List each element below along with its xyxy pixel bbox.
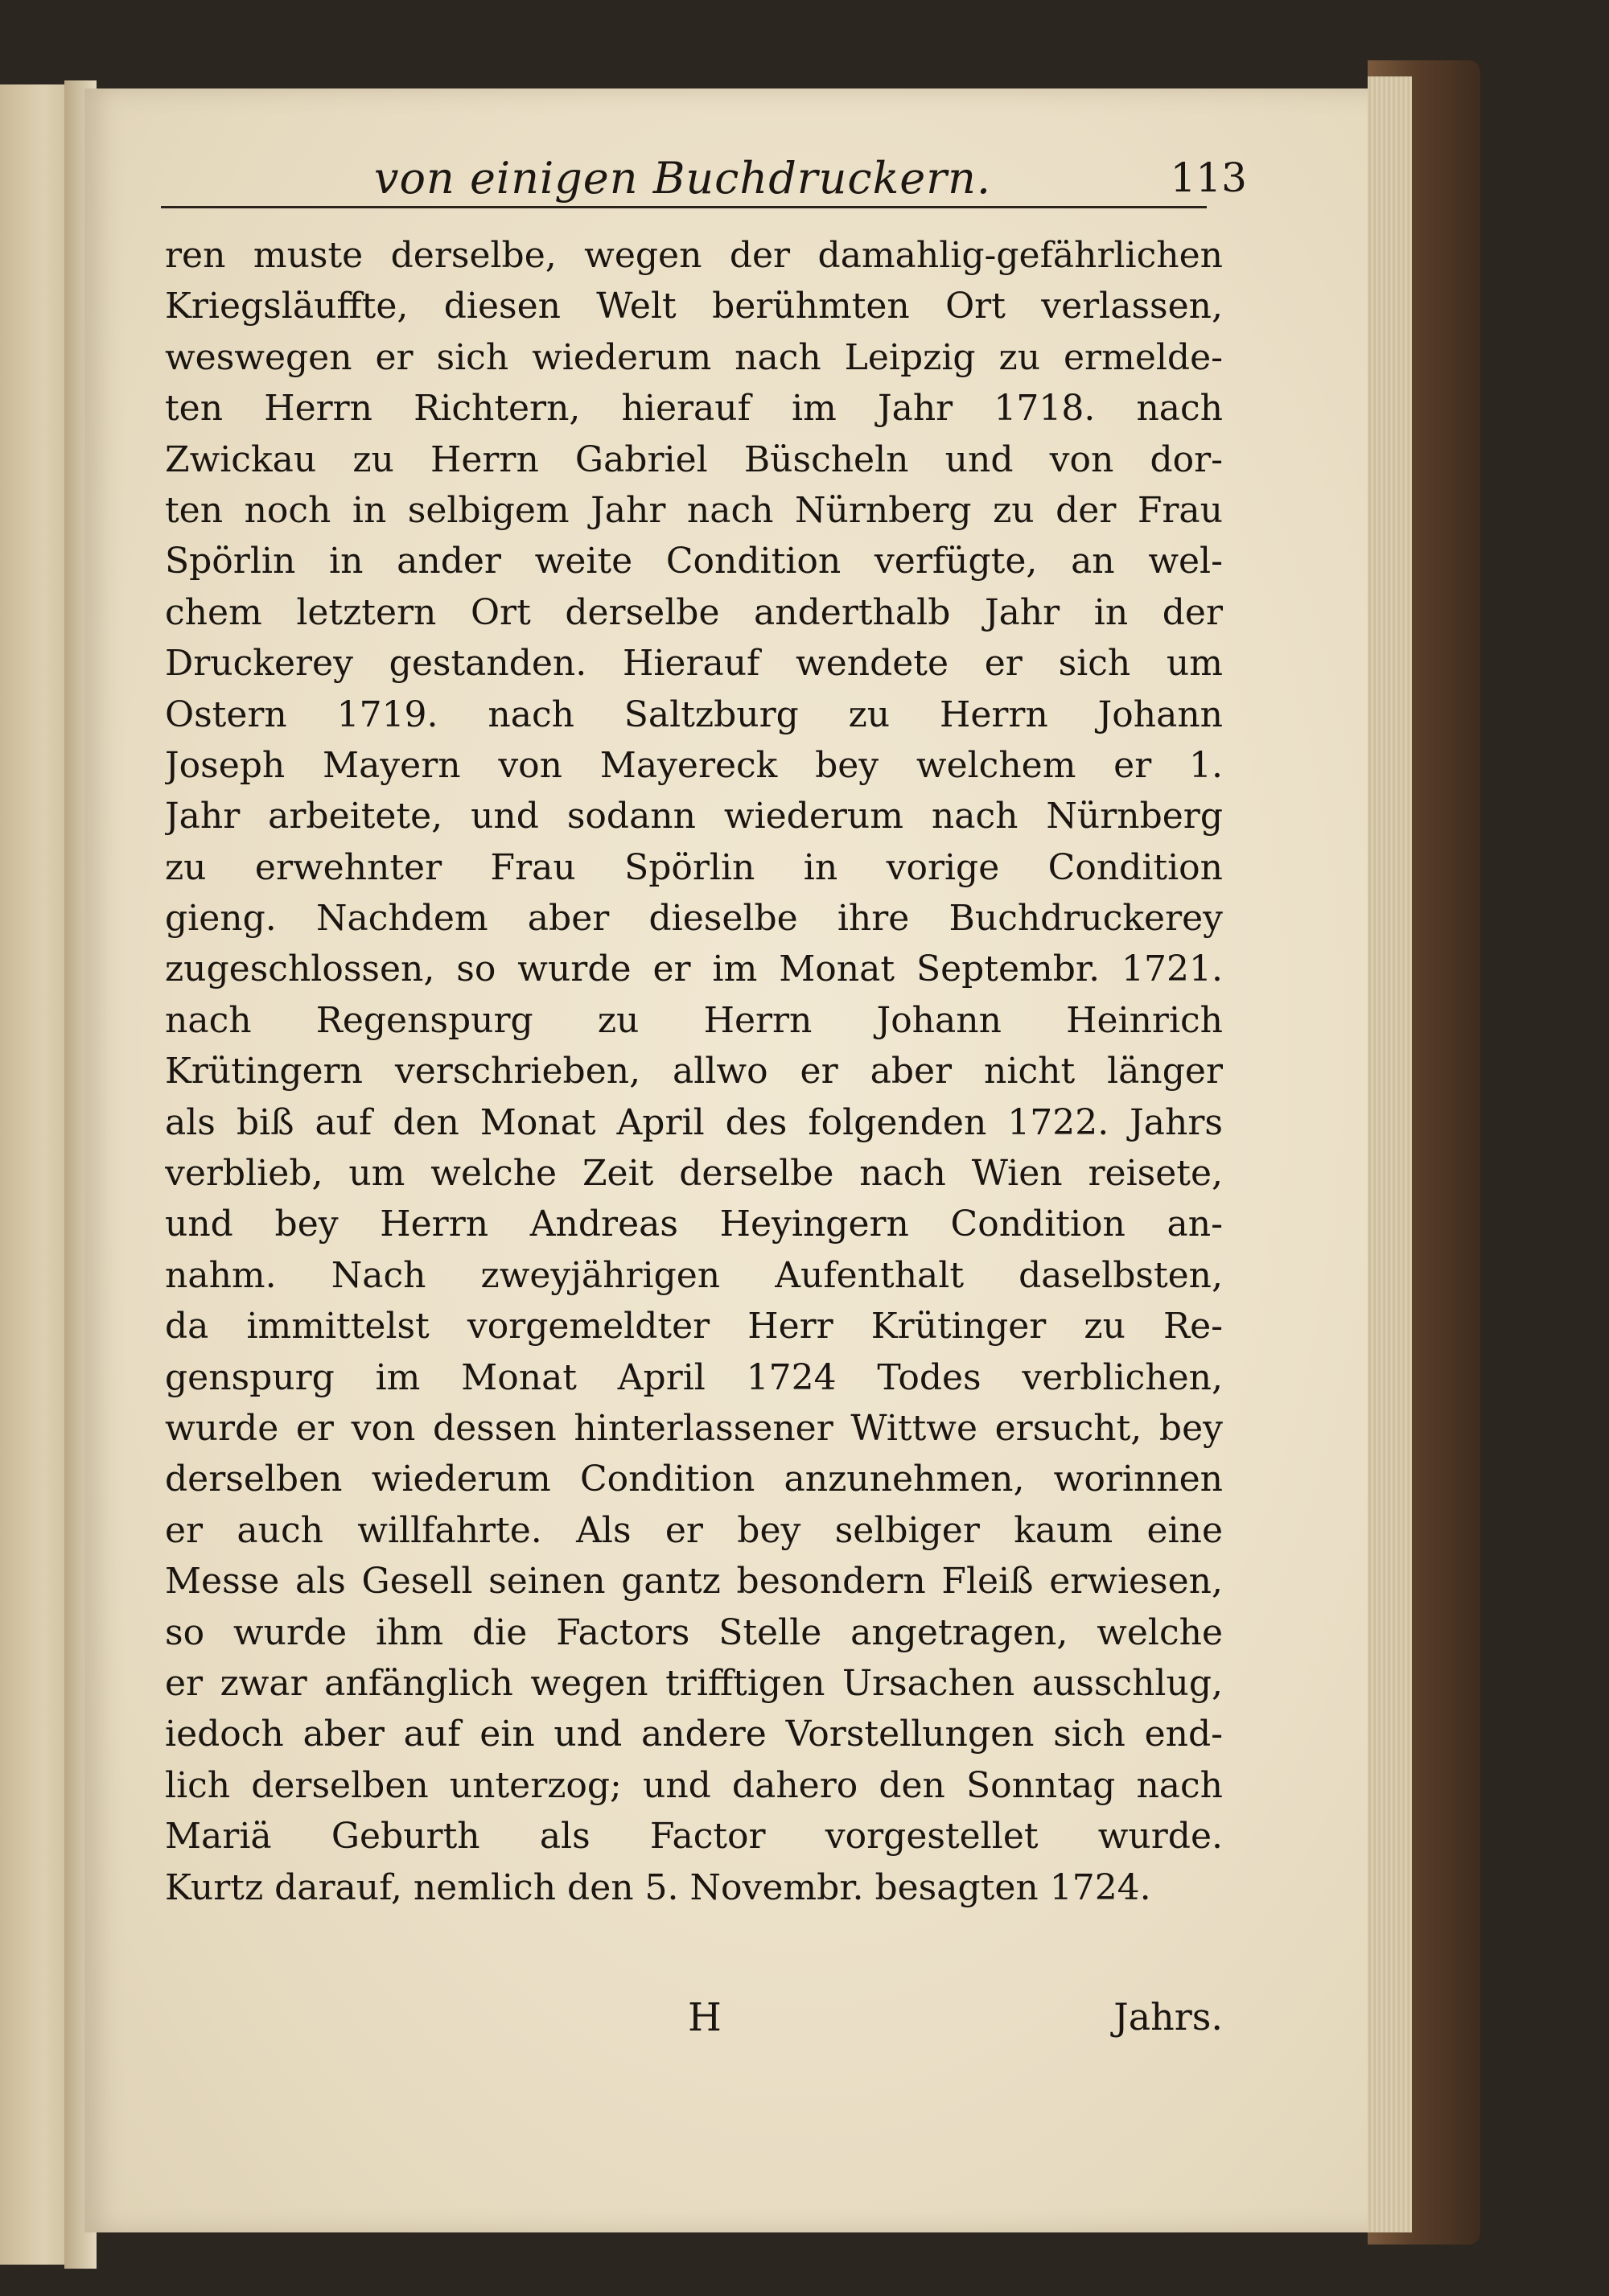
text-line: er zwar anfänglich wegen trifftigen Ursachen ausschlug, xyxy=(165,1662,1223,1704)
text-line: lich derselben unterzog; und dahero den Sonntag nach xyxy=(165,1764,1223,1806)
text-line: so wurde ihm die Factors Stelle angetragen, welche xyxy=(165,1611,1223,1653)
text-line: er auch willfahrte. Als er bey selbiger kaum eine xyxy=(165,1509,1223,1551)
text-line: genspurg im Monat April 1724 Todes verblichen, xyxy=(165,1356,1223,1398)
text-line: iedoch aber auf ein und andere Vorstellungen sich end- xyxy=(165,1714,1223,1755)
signature-mark: H xyxy=(688,1995,722,2040)
text-line: nahm. Nach zweyjährigen Aufenthalt daselbsten, xyxy=(165,1254,1223,1296)
text-line: zu erwehnter Frau Spörlin in vorige Condition xyxy=(165,846,1223,888)
text-line: Messe als Gesell seinen gantz besondern Fleiß erwiesen, xyxy=(165,1561,1223,1603)
text-line: Krütingern verschrieben, allwo er aber nicht länger xyxy=(165,1051,1223,1092)
body-text xyxy=(165,230,1223,1913)
text-line: Kriegsläuffte, diesen Welt berühmten Ort verlassen, xyxy=(165,286,1223,327)
text-line: Joseph Mayern von Mayereck bey welchem er 1. xyxy=(165,744,1223,786)
text-line: Ostern 1719. nach Saltzburg zu Herrn Johann xyxy=(165,693,1223,735)
text-line: Jahr arbeitete, und sodann wiederum nach Nürnberg xyxy=(165,796,1223,837)
header-rule xyxy=(161,206,1207,208)
page-footer xyxy=(165,1995,1223,2051)
text-line: Zwickau zu Herrn Gabriel Büscheln und von dor- xyxy=(165,438,1223,480)
text-line: verblieb, um welche Zeit derselbe nach Wien reisete, xyxy=(165,1153,1223,1195)
text-line: ten Herrn Richtern, hierauf im Jahr 1718. nach xyxy=(165,388,1223,430)
text-line: chem letztern Ort derselbe anderthalb Jahr in der xyxy=(165,591,1223,633)
text-line: Spörlin in ander weite Condition verfügte, an wel- xyxy=(165,541,1223,582)
previous-page-edge xyxy=(0,84,72,2265)
page-header xyxy=(274,153,1247,209)
text-line: Mariä Geburth als Factor vorgestellet wurde. xyxy=(165,1816,1223,1858)
text-line: nach Regenspurg zu Herrn Johann Heinrich xyxy=(165,999,1223,1041)
text-line: als biß auf den Monat April des folgenden 1722. Jahrs xyxy=(165,1101,1223,1143)
text-line: ren muste derselbe, wegen der damahlig-gefährlichen xyxy=(165,235,1223,276)
text-line: Druckerey gestanden. Hierauf wendete er sich um xyxy=(165,643,1223,685)
text-line: da immittelst vorgemeldter Herr Krütinger zu Re- xyxy=(165,1306,1223,1348)
text-line: gieng. Nachdem aber dieselbe ihre Buchdruckerey xyxy=(165,898,1223,940)
page-stack-edge xyxy=(1368,76,1412,2232)
text-line: ten noch in selbigem Jahr nach Nürnberg zu der Frau xyxy=(165,489,1223,531)
running-head: von einigen Buchdruckern. xyxy=(374,153,992,204)
text-line: zugeschlossen, so wurde er im Monat Septembr. 1721. xyxy=(165,948,1223,990)
page-number: 113 xyxy=(1170,154,1247,201)
text-line: und bey Herrn Andreas Heyingern Condition an- xyxy=(165,1204,1223,1245)
catchword: Jahrs. xyxy=(1113,1995,1223,2039)
text-line: wurde er von dessen hinterlassener Wittwe ersucht, bey xyxy=(165,1407,1223,1449)
text-line: derselben wiederum Condition anzunehmen, worinnen xyxy=(165,1459,1223,1500)
text-line: Kurtz darauf, nemlich den 5. Novembr. besagten 1724. xyxy=(165,1866,1151,1908)
text-line: weswegen er sich wiederum nach Leipzig zu ermelde- xyxy=(165,336,1223,378)
